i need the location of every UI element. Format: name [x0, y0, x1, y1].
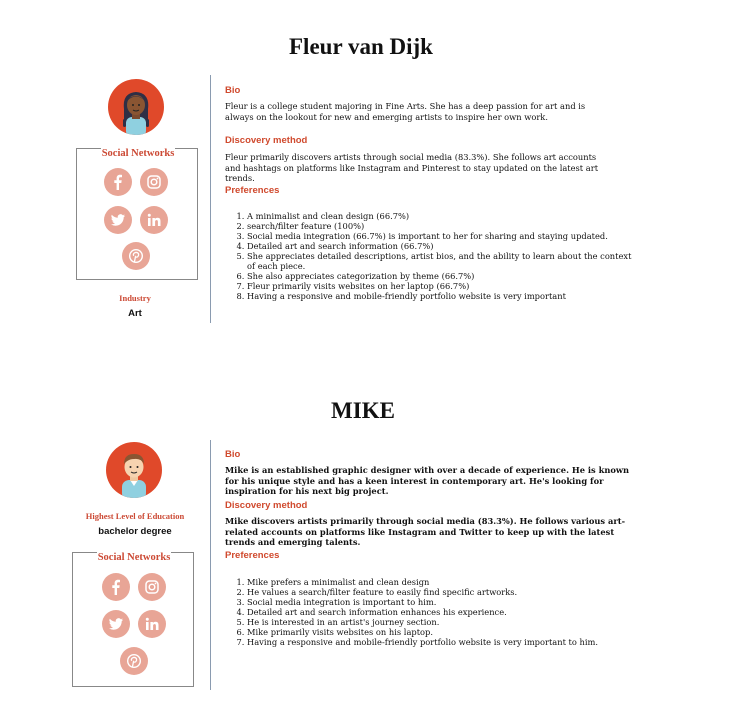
bio-text: Mike is an established graphic designer with over a decade of experience. He is known for his unique style and has a keen interest in contemporary art. He's looking for inspiration for his next big project.: [225, 465, 630, 496]
social-networks-box: [76, 148, 198, 280]
instagram-icon[interactable]: [138, 573, 166, 601]
education-label: Highest Level of Education: [85, 511, 185, 521]
linkedin-icon[interactable]: [140, 206, 168, 234]
list-item: 3. Social media integration is important to him.: [247, 597, 632, 607]
persona-name: MIKE: [331, 398, 395, 423]
list-item: 1. Mike prefers a minimalist and clean design: [247, 577, 632, 587]
divider: [210, 440, 211, 690]
social-networks-box: [72, 552, 194, 687]
discovery-text: Fleur primarily discovers artists through social media (83.3%). She follows art accounts and hashtags on platforms like Instagram and Pinterest to stay updated on the latest art trends.: [225, 152, 599, 183]
instagram-icon[interactable]: [140, 168, 168, 196]
list-item: 7. Having a responsive and mobile-friendly portfolio website is very important to him.: [247, 637, 632, 647]
preferences-heading: Preferences: [225, 550, 280, 561]
social-networks-title: Social Networks: [101, 148, 175, 159]
twitter-icon[interactable]: [104, 206, 132, 234]
preferences-list: [225, 211, 632, 301]
list-item: 2. search/filter feature (100%): [247, 221, 632, 231]
preferences-list: [225, 577, 632, 647]
avatar: [108, 79, 164, 135]
list-item: 4. Detailed art and search information (66.7%): [247, 241, 632, 251]
discovery-text: Mike discovers artists primarily through social media (83.3%). He follows various art-related accounts on platforms like Instagram and Twitter to keep up with the latest trends and emerging talents.: [225, 516, 626, 547]
list-item: 5. He is interested in an artist's journey section.: [247, 617, 632, 627]
bio-text: Fleur is a college student majoring in Fine Arts. She has a deep passion for art and is always on the lookout for new and emerging artists to inspire her own work.: [225, 101, 586, 122]
list-item: 8. Having a responsive and mobile-friendly portfolio website is very important: [247, 291, 632, 301]
persona-name: Fleur van Dijk: [289, 34, 433, 59]
industry-value: Art: [128, 308, 142, 319]
list-item: 6. She also appreciates categorization by theme (66.7%): [247, 271, 632, 281]
education-value: bachelor degree: [98, 526, 172, 537]
bio-heading: Bio: [225, 85, 241, 96]
pinterest-icon[interactable]: [120, 647, 148, 675]
list-item: 3. Social media integration (66.7%) is important to her for sharing and staying updated.: [247, 231, 632, 241]
social-networks-title: Social Networks: [97, 552, 171, 563]
list-item: 2. He values a search/filter feature to easily find specific artworks.: [247, 587, 632, 597]
discovery-heading: Discovery method: [225, 500, 308, 511]
list-item: 5. She appreciates detailed descriptions, artist bios, and the ability to learn about the context of each piece.: [247, 251, 632, 271]
list-item: 6. Mike primarily visits websites on his laptop.: [247, 627, 632, 637]
bio-heading: Bio: [225, 449, 241, 460]
twitter-icon[interactable]: [102, 610, 130, 638]
linkedin-icon[interactable]: [138, 610, 166, 638]
list-item: 7. Fleur primarily visits websites on her laptop (66.7%): [247, 281, 632, 291]
facebook-icon[interactable]: [104, 168, 132, 196]
divider: [210, 75, 211, 323]
avatar: [106, 442, 162, 498]
discovery-heading: Discovery method: [225, 135, 308, 146]
pinterest-icon[interactable]: [122, 242, 150, 270]
industry-label: Industry: [119, 293, 151, 303]
list-item: 4. Detailed art and search information enhances his experience.: [247, 607, 632, 617]
preferences-heading: Preferences: [225, 185, 280, 196]
facebook-icon[interactable]: [102, 573, 130, 601]
list-item: 1. A minimalist and clean design (66.7%): [247, 211, 632, 221]
